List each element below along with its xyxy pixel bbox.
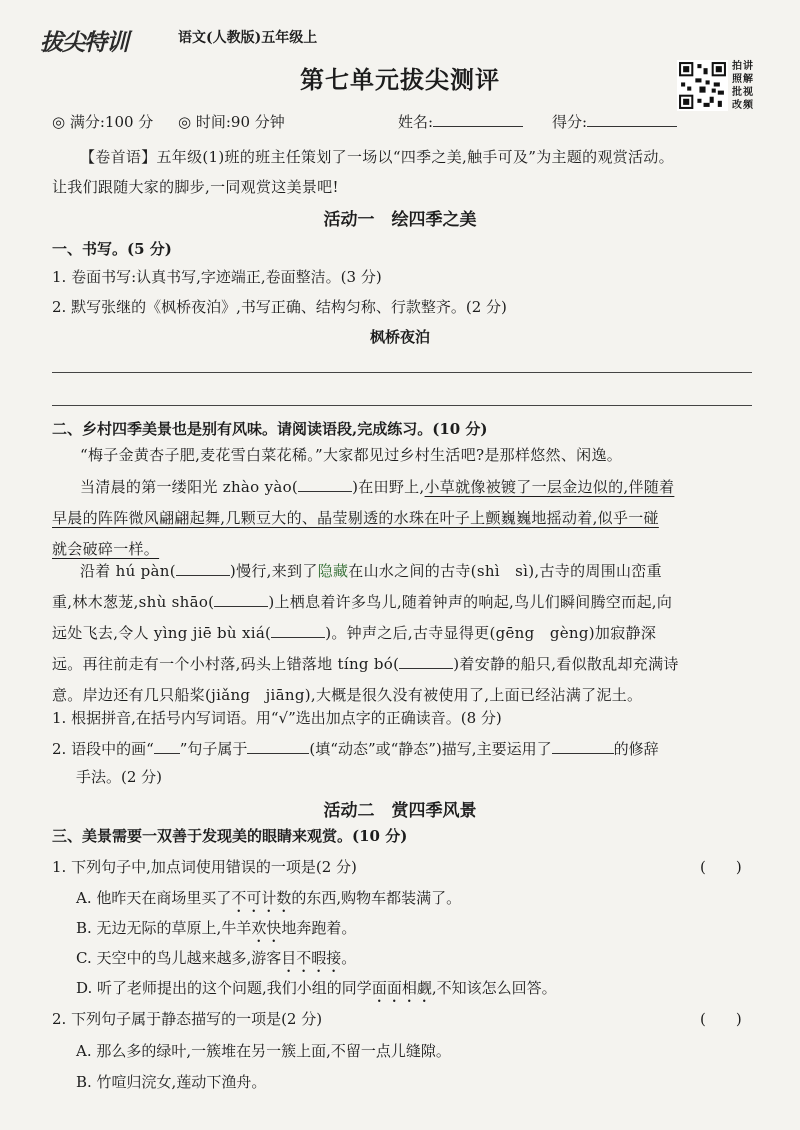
section-1-q2: 2. 默写张继的《枫桥夜泊》,书写正确、结构匀称、行款整齐。(2 分) [52, 298, 507, 316]
passage-text: 当清晨的第一缕阳光 zhào yào( [80, 478, 299, 496]
passage-text: )在田野上, [352, 478, 425, 496]
passage-text: 远处飞去,令人 yìng jiē bù xiá( [52, 624, 272, 642]
section-1-q1: 1. 卷面书写:认真书写,字迹端正,卷面整洁。(3 分) [52, 268, 382, 286]
answer-bracket-q2[interactable]: ( ) [700, 1010, 742, 1028]
dotted-word: 不可计数 [231, 889, 292, 907]
answer-blank[interactable] [298, 477, 352, 492]
section-2-q2-cont: 手法。(2 分) [76, 768, 163, 786]
option-text: A. 他昨天在商场里买了 [76, 889, 232, 907]
option-text: 地奔跑着。 [281, 919, 357, 937]
passage-text: )上栖息着许多鸟儿,随着钟声的响起,鸟儿们瞬间腾空而起,向 [268, 593, 673, 611]
section-3-q1: 1. 下列句子中,加点词使用错误的一项是(2 分) [52, 858, 357, 876]
intro-line-2: 让我们跟随大家的脚步,一同观赏这美景吧! [52, 178, 339, 196]
activity-2-title: 活动二 赏四季风景 [323, 801, 477, 821]
section-2-q1: 1. 根据拼音,在括号内写词语。用“√”选出加点字的正确读音。(8 分) [52, 709, 502, 727]
full-score: ◎ 满分:100 分 [52, 113, 154, 131]
option-text: C. 天空中的鸟儿越来越多,游客 [76, 949, 282, 967]
score-label: 得分: [552, 113, 588, 131]
highlighted-word: 隐藏 [317, 562, 349, 580]
page-title: 第七单元拔尖测评 [300, 65, 500, 94]
answer-bracket-q1[interactable]: ( ) [700, 858, 742, 876]
passage-paragraph-2 [52, 472, 752, 565]
passage-text: 意。岸边还有几只船桨(jiǎng jiāng),大概是很久没有被使用了,上面已经沾满了泥土。 [52, 686, 643, 704]
brand-logo: 拔尖特训 [40, 30, 128, 56]
q1-option-c[interactable] [76, 947, 356, 976]
underline-sample [154, 739, 180, 754]
q1-option-d[interactable] [76, 977, 557, 1006]
writing-line-1[interactable] [52, 372, 752, 373]
passage-text: 在山水之间的古寺(shì sì),古寺的周围山峦重 [348, 562, 662, 580]
passage-text: 沿着 hú pàn( [80, 562, 176, 580]
underlined-sentence: 就会破碎一样。 [52, 540, 160, 558]
qr-caption-char: 讲 [743, 61, 753, 72]
qr-caption-char: 视 [743, 87, 753, 98]
intro-line-1: 【卷首语】五年级(1)班的班主任策划了一场以“四季之美,触手可及”为主题的观赏活动。 [80, 148, 674, 166]
name-label: 姓名: [398, 113, 434, 131]
passage-text: 远。再往前走有一个小村落,码头上错落地 tíng bó( [52, 655, 400, 673]
time-limit: ◎ 时间:90 分钟 [178, 113, 285, 131]
section-3-heading: 三、美景需要一双善于发现美的眼睛来观赏。(10 分) [52, 827, 408, 845]
dotted-word: 面面相觑 [371, 979, 432, 997]
qr-caption-char: 解 [743, 74, 753, 85]
qr-caption-char: 拍 [732, 61, 742, 72]
underlined-sentence: 小草就像被镀了一层金边似的,伴随着 [424, 478, 675, 496]
q1-option-b[interactable] [76, 917, 356, 946]
passage-text: 重,林木葱茏,shù shāo( [52, 593, 215, 611]
answer-blank[interactable] [271, 623, 325, 638]
passage-paragraph-3 [52, 556, 752, 711]
q2-text: 的修辞 [613, 740, 659, 758]
q2-option-b[interactable]: B. 竹喧归浣女,莲动下渔舟。 [76, 1073, 267, 1091]
qr-caption-column [743, 60, 753, 112]
section-3-q2: 2. 下列句子属于静态描写的一项是(2 分) [52, 1010, 323, 1028]
passage-text: )慢行,来到了 [229, 562, 318, 580]
qr-caption-char: 频 [743, 100, 753, 111]
writing-line-2[interactable] [52, 405, 752, 406]
passage-text: )。钟声之后,古寺显得更(gēng gèng)加寂静深 [325, 624, 657, 642]
qr-code-icon [677, 60, 728, 111]
qr-caption-char: 照 [732, 74, 742, 85]
grade-label: 语文(人教版)五年级上 [178, 30, 318, 46]
score-field[interactable] [552, 111, 677, 132]
option-text: ,不知该怎么回答。 [431, 979, 557, 997]
intro-paragraph [52, 142, 752, 173]
qr-caption [732, 60, 753, 112]
name-field[interactable] [398, 111, 523, 132]
name-blank[interactable] [433, 112, 523, 127]
q2-text: (填“动态”或“静态”)描写,主要运用了 [309, 740, 552, 758]
option-text: 的东西,购物车都装满了。 [291, 889, 462, 907]
q1-option-a[interactable] [76, 887, 461, 916]
qr-caption-char: 批 [732, 87, 742, 98]
poem-title: 枫桥夜泊 [369, 328, 430, 346]
q2-option-a[interactable]: A. 那么多的绿叶,一簇堆在另一簇上面,不留一点儿缝隙。 [76, 1042, 451, 1060]
answer-blank[interactable] [176, 561, 230, 576]
section-1-heading: 一、书写。(5 分) [52, 240, 172, 258]
passage-paragraph-1: “梅子金黄杏子肥,麦花雪白菜花稀。”大家都见过乡村生活吧?是那样悠然、闲逸。 [80, 446, 623, 464]
answer-blank[interactable] [552, 739, 614, 754]
underlined-sentence: 早晨的阵阵微风翩翩起舞,几颗豆大的、晶莹剔透的水珠在叶子上颤巍巍地摇动着,似乎一碰 [52, 509, 659, 527]
q2-text: 2. 语段中的画“ [52, 740, 154, 758]
intro-paragraph-2 [52, 172, 752, 203]
passage-text: )着安静的船只,看似散乱却充满诗 [453, 655, 679, 673]
option-text: D. 听了老师提出的这个问题,我们小组的同学 [76, 979, 372, 997]
section-2-q2 [52, 738, 659, 759]
qr-caption-char: 改 [732, 100, 742, 111]
answer-blank[interactable] [214, 592, 268, 607]
option-text: 。 [341, 949, 357, 967]
dotted-word: 目不暇接 [281, 949, 342, 967]
activity-1-title: 活动一 绘四季之美 [323, 210, 477, 230]
dotted-word: 欢快 [251, 919, 282, 937]
answer-blank[interactable] [247, 739, 309, 754]
qr-caption-column [732, 60, 742, 112]
option-text: B. 无边无际的草原上,牛羊 [76, 919, 252, 937]
section-2-heading: 二、乡村四季美景也是别有风味。请阅读语段,完成练习。(10 分) [52, 420, 488, 438]
score-blank[interactable] [587, 112, 677, 127]
q2-text: ”句子属于 [179, 740, 248, 758]
answer-blank[interactable] [399, 654, 453, 669]
